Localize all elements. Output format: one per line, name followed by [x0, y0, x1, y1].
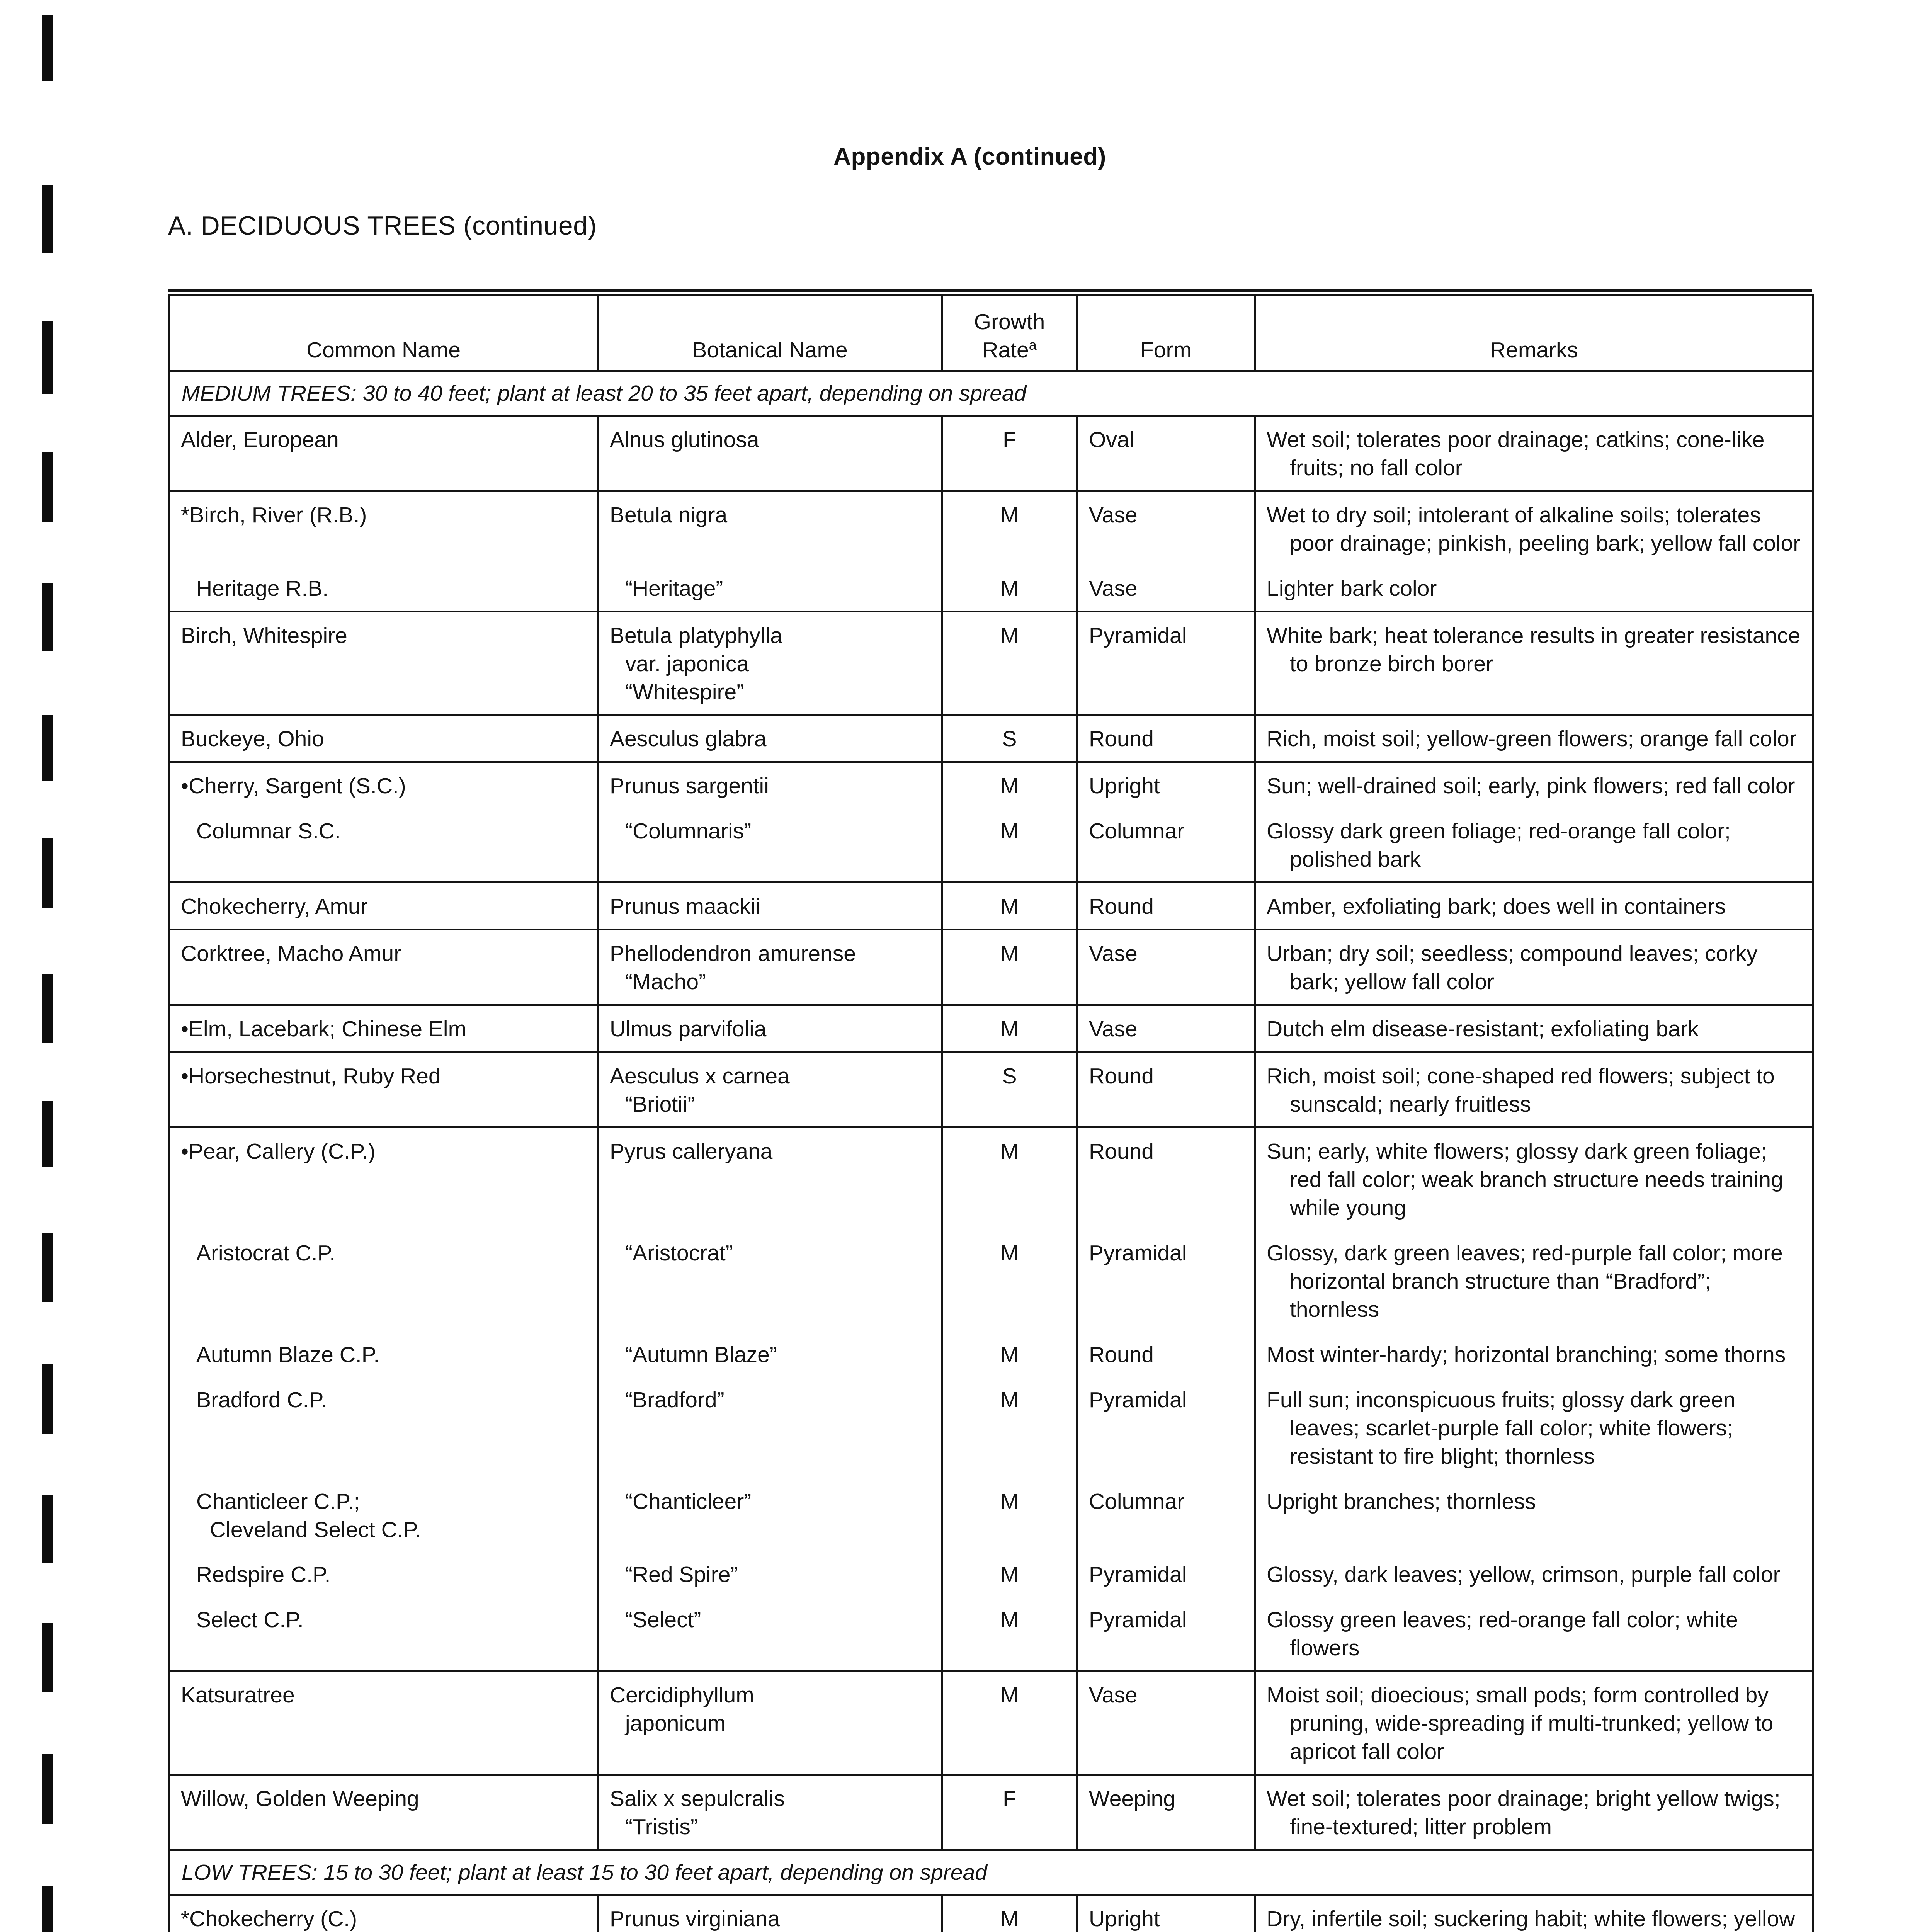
botanical-name: “Columnaris” [625, 819, 752, 844]
growth-rate: M [942, 1671, 1077, 1775]
common-name: Select C.P. [196, 1607, 304, 1633]
header-form: Form [1077, 296, 1255, 371]
common-name-line2: Cleveland Select C.P. [210, 1517, 422, 1542]
remarks: Rich, moist soil; cone-shaped red flowers; subject to sunscald; nearly fruitless [1267, 1064, 1775, 1117]
common-name: Katsuratree [169, 1671, 598, 1775]
botanical-name: “Heritage” [625, 576, 723, 601]
table-row [169, 491, 1813, 565]
table-row [169, 1671, 1813, 1775]
form: Pyramidal [1077, 1230, 1255, 1332]
common-name: Bradford C.P. [196, 1387, 327, 1412]
botanical-name: “Red Spire” [625, 1562, 738, 1587]
medium-trees-heading-row [169, 371, 1813, 415]
botanical-name-line2: var. japonica [625, 651, 749, 676]
botanical-name: Cercidiphyllum [610, 1683, 754, 1708]
section-heading: A. DECIDUOUS TREES (continued) [168, 211, 597, 240]
botanical-name: Prunus virginiana [598, 1895, 942, 1932]
remarks: Moist soil; dioecious; small pods; form controlled by pruning, wide-spreading if multi-trunked; yellow to apricot fall color [1267, 1683, 1774, 1764]
remarks: Lighter bark color [1267, 576, 1437, 601]
table-row [169, 808, 1813, 882]
form: Vase [1077, 1671, 1255, 1775]
table-row [169, 1052, 1813, 1128]
botanical-name: “Chanticleer” [625, 1489, 752, 1514]
header-growth-line1: Growth [974, 310, 1045, 334]
common-name: Redspire C.P. [196, 1562, 331, 1587]
form: Upright [1077, 762, 1255, 808]
remarks: Amber, exfoliating bark; does well in containers [1267, 894, 1726, 919]
remarks: Sun; early, white flowers; glossy dark green foliage; red fall color; weak branch structure needs training while young [1267, 1139, 1783, 1220]
botanical-name: “Autumn Blaze” [625, 1342, 777, 1367]
form: Round [1077, 1128, 1255, 1230]
remarks: Dry, infertile soil; suckering habit; white flowers; yellow [1267, 1906, 1795, 1932]
common-name: Birch, Whitespire [169, 611, 598, 715]
remarks: Rich, moist soil; yellow-green flowers; orange fall color [1267, 726, 1797, 752]
remarks: Most winter-hardy; horizontal branching; some thorns [1267, 1342, 1786, 1367]
remarks: Glossy, dark leaves; yellow, crimson, purple fall color [1267, 1562, 1781, 1587]
form: Weeping [1077, 1775, 1255, 1850]
botanical-name: Ulmus parvifolia [598, 1005, 942, 1052]
table-row [169, 883, 1813, 930]
common-name: •Pear, Callery (C.P.) [169, 1128, 598, 1230]
low-trees-heading: LOW TREES: 15 to 30 feet; plant at least 15 to 30 feet apart, depending on spread [169, 1850, 1813, 1895]
growth-rate: F [942, 1775, 1077, 1850]
growth-rate: M [942, 930, 1077, 1005]
remarks: Wet soil; tolerates poor drainage; catkins; cone-like fruits; no fall color [1267, 427, 1765, 480]
botanical-name-line3: “Whitespire” [625, 679, 744, 704]
common-name: *Chokecherry (C.) [169, 1895, 598, 1932]
remarks: Sun; well-drained soil; early, pink flowers; red fall color [1267, 774, 1795, 799]
growth-rate: M [942, 491, 1077, 565]
form: Oval [1077, 415, 1255, 491]
growth-rate: M [942, 1478, 1077, 1552]
common-name: •Cherry, Sargent (S.C.) [169, 762, 598, 808]
botanical-name: Aesculus glabra [598, 715, 942, 762]
table-row [169, 1895, 1813, 1932]
growth-rate: M [942, 1551, 1077, 1597]
table-row [169, 715, 1813, 762]
form: Pyramidal [1077, 1377, 1255, 1478]
remarks: Upright branches; thornless [1267, 1489, 1536, 1514]
common-name: Corktree, Macho Amur [169, 930, 598, 1005]
table-header-row [169, 296, 1813, 371]
botanical-name-line2: “Tristis” [625, 1815, 698, 1840]
remarks: Glossy dark green foliage; red-orange fall color; polished bark [1267, 819, 1731, 872]
page-title: Appendix A (continued) [833, 143, 1106, 170]
common-name: Willow, Golden Weeping [169, 1775, 598, 1850]
form: Round [1077, 1052, 1255, 1128]
common-name: Heritage R.B. [196, 576, 329, 601]
common-name: Alder, European [169, 415, 598, 491]
botanical-name: Alnus glutinosa [598, 415, 942, 491]
common-name: Chokecherry, Amur [169, 883, 598, 930]
form: Vase [1077, 1005, 1255, 1052]
growth-rate: M [942, 1895, 1077, 1932]
medium-trees-heading: MEDIUM TREES: 30 to 40 feet; plant at least 20 to 35 feet apart, depending on spread [169, 371, 1813, 415]
form: Vase [1077, 565, 1255, 611]
botanical-name: Prunus maackii [598, 883, 942, 930]
botanical-name: Prunus sargentii [598, 762, 942, 808]
table-row [169, 762, 1813, 808]
growth-rate: S [942, 715, 1077, 762]
table-row [169, 1551, 1813, 1597]
table-row [169, 1478, 1813, 1552]
botanical-name: “Bradford” [625, 1387, 724, 1412]
table-row [169, 415, 1813, 491]
common-name: *Birch, River (R.B.) [169, 491, 598, 565]
botanical-name: Betula nigra [598, 491, 942, 565]
growth-rate: M [942, 762, 1077, 808]
botanical-name: Aesculus x carnea [610, 1064, 790, 1089]
form: Round [1077, 715, 1255, 762]
remarks: Glossy, dark green leaves; red-purple fall color; more horizontal branch structure than “Bradford”; thornless [1267, 1240, 1783, 1322]
table-row [169, 1128, 1813, 1230]
growth-rate: M [942, 1230, 1077, 1332]
form: Pyramidal [1077, 1551, 1255, 1597]
scan-edge-marks [0, 0, 77, 1932]
header-botanical-name: Botanical Name [598, 296, 942, 371]
common-name: •Elm, Lacebark; Chinese Elm [169, 1005, 598, 1052]
form: Vase [1077, 491, 1255, 565]
growth-rate: M [942, 1332, 1077, 1377]
table-row [169, 1332, 1813, 1377]
growth-rate: F [942, 415, 1077, 491]
table-row [169, 1775, 1813, 1850]
trees-table [168, 294, 1814, 1932]
growth-rate: M [942, 1377, 1077, 1478]
common-name: Aristocrat C.P. [196, 1240, 336, 1265]
form: Columnar [1077, 808, 1255, 882]
growth-rate: M [942, 611, 1077, 715]
common-name: •Horsechestnut, Ruby Red [169, 1052, 598, 1128]
botanical-name: Betula platyphylla [610, 623, 782, 648]
remarks: White bark; heat tolerance results in greater resistance to bronze birch borer [1267, 623, 1801, 676]
growth-rate: S [942, 1052, 1077, 1128]
table-top-rule [168, 289, 1812, 292]
common-name: Autumn Blaze C.P. [196, 1342, 380, 1367]
remarks: Wet soil; tolerates poor drainage; bright yellow twigs; fine-textured; litter problem [1267, 1786, 1781, 1840]
botanical-name: Phellodendron amurense [610, 941, 856, 966]
table-row [169, 930, 1813, 1005]
header-remarks: Remarks [1255, 296, 1813, 371]
table-row [169, 1597, 1813, 1671]
form: Round [1077, 883, 1255, 930]
form: Round [1077, 1332, 1255, 1377]
botanical-name-line2: “Briotii” [625, 1092, 695, 1117]
common-name: Columnar S.C. [196, 819, 341, 844]
table-row [169, 565, 1813, 611]
remarks: Full sun; inconspicuous fruits; glossy dark green leaves; scarlet-purple fall color; white flowers; resistant to fire blight; thornless [1267, 1387, 1736, 1469]
growth-rate: M [942, 1597, 1077, 1671]
remarks: Urban; dry soil; seedless; compound leaves; corky bark; yellow fall color [1267, 941, 1758, 995]
common-name: Chanticleer C.P.; [196, 1489, 360, 1514]
remarks: Wet to dry soil; intolerant of alkaline soils; tolerates poor drainage; pinkish, peeling bark; yellow fall color [1267, 502, 1801, 556]
botanical-name-line2: “Macho” [625, 969, 706, 995]
common-name: Buckeye, Ohio [169, 715, 598, 762]
botanical-name: Salix x sepulcralis [610, 1786, 785, 1811]
form: Columnar [1077, 1478, 1255, 1552]
header-growth-footnote: a [1029, 337, 1037, 353]
botanical-name: Pyrus calleryana [598, 1128, 942, 1230]
table-row [169, 1230, 1813, 1332]
form: Pyramidal [1077, 1597, 1255, 1671]
form: Vase [1077, 930, 1255, 1005]
growth-rate: M [942, 1005, 1077, 1052]
table-row [169, 1005, 1813, 1052]
header-growth-line2: Rate [982, 337, 1029, 362]
growth-rate: M [942, 808, 1077, 882]
remarks: Dutch elm disease-resistant; exfoliating bark [1267, 1017, 1699, 1042]
low-trees-heading-row [169, 1850, 1813, 1895]
table-row [169, 611, 1813, 715]
botanical-name: “Select” [625, 1607, 701, 1633]
form: Pyramidal [1077, 611, 1255, 715]
form: Upright [1077, 1895, 1255, 1932]
growth-rate: M [942, 1128, 1077, 1230]
botanical-name-line2: japonicum [625, 1711, 726, 1736]
growth-rate: M [942, 883, 1077, 930]
header-growth-rate [942, 296, 1077, 371]
growth-rate: M [942, 565, 1077, 611]
table-row [169, 1377, 1813, 1478]
header-common-name: Common Name [169, 296, 598, 371]
remarks: Glossy green leaves; red-orange fall color; white flowers [1267, 1607, 1738, 1661]
botanical-name: “Aristocrat” [625, 1240, 733, 1265]
